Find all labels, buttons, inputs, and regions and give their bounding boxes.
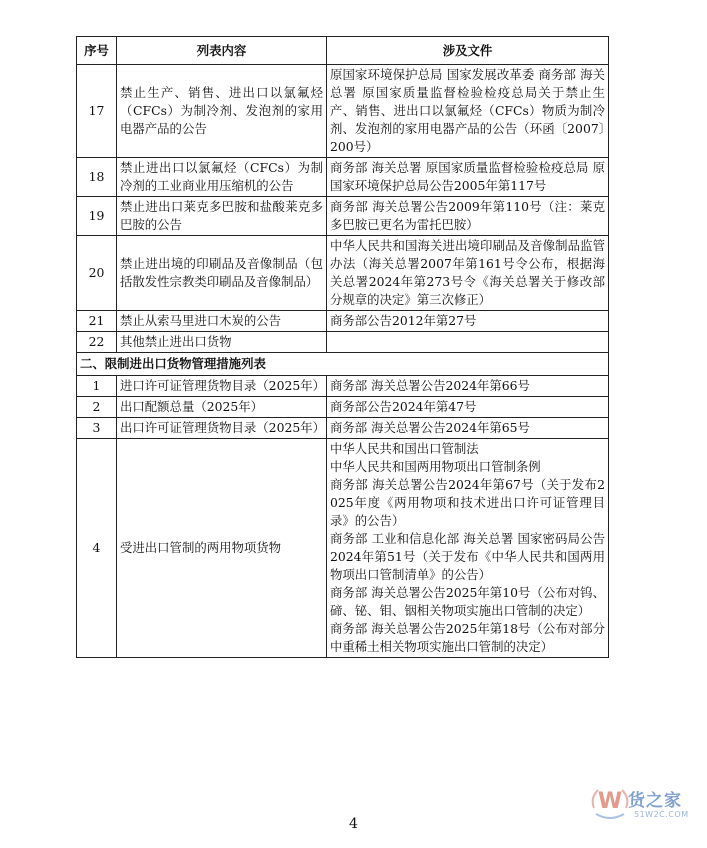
document-line: 商务部 海关总署公告2025年第10号（公布对钨、碲、铋、钼、铟相关物项实施出口管制的决定） xyxy=(330,585,605,618)
row-number: 18 xyxy=(77,158,117,197)
header-num: 序号 xyxy=(77,37,117,65)
row-number: 3 xyxy=(77,418,117,439)
row-content: 出口配额总量（2025年） xyxy=(117,397,327,418)
section2-header-body xyxy=(77,353,609,376)
row-content: 禁止进出口莱克多巴胺和盐酸莱克多巴胺的公告 xyxy=(117,197,327,236)
table-row xyxy=(77,197,609,236)
row-content: 进口许可证管理货物目录（2025年） xyxy=(117,376,327,397)
section-title: 二、限制进出口货物管理措施列表 xyxy=(77,353,609,376)
table-row xyxy=(77,158,609,197)
document-line: 商务部公告2024年第47号 xyxy=(330,399,477,414)
document-line: 中华人民共和国两用物项出口管制条例 xyxy=(330,459,541,474)
row-documents xyxy=(327,158,609,197)
row-content: 禁止进出口以氯氟烃（CFCs）为制冷剂的工业商业用压缩机的公告 xyxy=(117,158,327,197)
document-line: 商务部 海关总署公告2024年第66号 xyxy=(330,378,530,393)
row-documents xyxy=(327,439,609,658)
section2-body xyxy=(77,376,609,658)
row-content: 出口许可证管理货物目录（2025年） xyxy=(117,418,327,439)
row-documents xyxy=(327,197,609,236)
table-row xyxy=(77,65,609,158)
row-number: 17 xyxy=(77,65,117,158)
row-documents xyxy=(327,332,609,353)
row-content: 禁止从索马里进口木炭的公告 xyxy=(117,311,327,332)
document-line: 商务部 海关总署公告2024年第65号 xyxy=(330,420,530,435)
row-content: 禁止进出境的印刷品及音像制品（包括散发性宗教类印刷品及音像制品） xyxy=(117,236,327,311)
watermark-brand: 货之家 xyxy=(628,791,682,811)
section-row xyxy=(77,353,609,376)
section1-body xyxy=(77,65,609,353)
table-row xyxy=(77,311,609,332)
header-name: 列表内容 xyxy=(117,37,327,65)
watermark-logo-letter: W xyxy=(597,789,623,814)
table-row xyxy=(77,397,609,418)
row-number: 1 xyxy=(77,376,117,397)
watermark-url: 51W2C.COM xyxy=(634,810,689,819)
row-number: 21 xyxy=(77,311,117,332)
row-number: 22 xyxy=(77,332,117,353)
row-documents xyxy=(327,311,609,332)
document-line: 商务部公告2012年第27号 xyxy=(330,313,477,328)
regulation-table xyxy=(76,36,609,658)
table-row xyxy=(77,439,609,658)
row-documents xyxy=(327,65,609,158)
watermark xyxy=(588,776,700,840)
table-row xyxy=(77,236,609,311)
row-documents xyxy=(327,376,609,397)
watermark-logo-icon xyxy=(588,778,632,824)
header-row xyxy=(77,37,609,65)
document-line: 商务部 海关总署 原国家质量监督检验检疫总局 原国家环境保护总局公告2005年第117号 xyxy=(330,160,605,193)
page-number: 4 xyxy=(349,816,358,832)
table-row xyxy=(77,418,609,439)
row-number: 4 xyxy=(77,439,117,658)
document-line: 商务部 海关总署公告2024年第67号（关于发布2025年度《两用物项和技术进出口许可证管理目录》的公告） xyxy=(330,477,605,528)
document-line: 原国家环境保护总局 国家发展改革委 商务部 海关总署 原国家质量监督检验检疫总局关于禁止生产、销售、进出口以氯氟烃（CFCs）物质为制冷剂、发泡剂的家用电器产品的公告（环函〔2007〕200号） xyxy=(330,67,605,154)
row-documents xyxy=(327,236,609,311)
document-line: 商务部 海关总署公告2025年第18号（公布对部分中重稀土相关物项实施出口管制的决定） xyxy=(330,621,605,654)
document-line: 商务部 工业和信息化部 海关总署 国家密码局公告2024年第51号（关于发布《中华人民共和国两用物项出口管制清单》的公告） xyxy=(330,531,605,582)
row-documents xyxy=(327,397,609,418)
document-line: 中华人民共和国海关进出境印刷品及音像制品监管办法（海关总署2007年第161号令公布，根据海关总署2024年第273号令《海关总署关于修改部分规章的决定》第三次修正） xyxy=(330,238,605,307)
row-number: 19 xyxy=(77,197,117,236)
row-content: 受进出口管制的两用物项货物 xyxy=(117,439,327,658)
row-content: 其他禁止进出口货物 xyxy=(117,332,327,353)
table-row xyxy=(77,332,609,353)
document-line: 商务部 海关总署公告2009年第110号（注：莱克多巴胺已更名为雷托巴胺） xyxy=(330,199,605,232)
row-documents xyxy=(327,418,609,439)
document-line: 中华人民共和国出口管制法 xyxy=(330,441,479,456)
header-docs: 涉及文件 xyxy=(327,37,609,65)
row-content: 禁止生产、销售、进出口以氯氟烃（CFCs）为制冷剂、发泡剂的家用电器产品的公告 xyxy=(117,65,327,158)
row-number: 2 xyxy=(77,397,117,418)
table-row xyxy=(77,376,609,397)
row-number: 20 xyxy=(77,236,117,311)
